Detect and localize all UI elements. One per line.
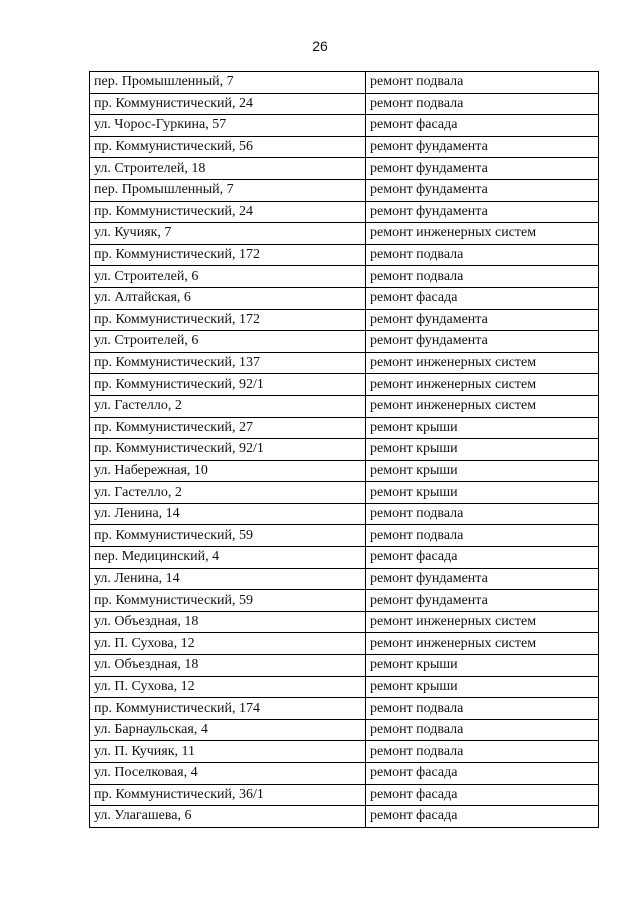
address-cell: пр. Коммунистический, 59	[90, 525, 366, 547]
work-type-cell: ремонт подвала	[366, 525, 599, 547]
table-row	[90, 352, 599, 374]
table-row	[90, 460, 599, 482]
work-type-cell: ремонт фасада	[366, 806, 599, 828]
work-type-cell: ремонт подвала	[366, 741, 599, 763]
address-cell: ул. Строителей, 6	[90, 331, 366, 353]
address-cell: ул. Строителей, 6	[90, 266, 366, 288]
address-cell: пр. Коммунистический, 92/1	[90, 374, 366, 396]
work-type-cell: ремонт крыши	[366, 417, 599, 439]
table-row	[90, 676, 599, 698]
address-cell: пр. Коммунистический, 36/1	[90, 784, 366, 806]
work-type-cell: ремонт подвала	[366, 698, 599, 720]
table-row	[90, 611, 599, 633]
work-type-cell: ремонт фасада	[366, 763, 599, 785]
address-cell: пер. Промышленный, 7	[90, 72, 366, 94]
work-type-cell: ремонт крыши	[366, 460, 599, 482]
work-type-cell: ремонт подвала	[366, 266, 599, 288]
table-row	[90, 763, 599, 785]
work-type-cell: ремонт подвала	[366, 503, 599, 525]
address-cell: ул. Ленина, 14	[90, 568, 366, 590]
work-type-cell: ремонт фундамента	[366, 158, 599, 180]
address-cell: пр. Коммунистический, 137	[90, 352, 366, 374]
work-type-cell: ремонт инженерных систем	[366, 395, 599, 417]
table-row	[90, 72, 599, 94]
work-type-cell: ремонт подвала	[366, 93, 599, 115]
address-cell: ул. Строителей, 18	[90, 158, 366, 180]
table-row	[90, 201, 599, 223]
address-cell: пер. Медицинский, 4	[90, 547, 366, 569]
address-cell: ул. Чорос-Гуркина, 57	[90, 115, 366, 137]
table-row	[90, 806, 599, 828]
address-cell: пр. Коммунистический, 92/1	[90, 439, 366, 461]
address-cell: ул. Объездная, 18	[90, 655, 366, 677]
table-row	[90, 223, 599, 245]
work-type-cell: ремонт крыши	[366, 439, 599, 461]
table-row	[90, 568, 599, 590]
table-row	[90, 374, 599, 396]
table-row	[90, 741, 599, 763]
table-row	[90, 309, 599, 331]
work-type-cell: ремонт фундамента	[366, 136, 599, 158]
address-cell: пр. Коммунистический, 56	[90, 136, 366, 158]
address-cell: пр. Коммунистический, 174	[90, 698, 366, 720]
address-cell: ул. Барнаульская, 4	[90, 719, 366, 741]
address-cell: ул. Гастелло, 2	[90, 395, 366, 417]
table-row	[90, 525, 599, 547]
address-cell: пр. Коммунистический, 24	[90, 93, 366, 115]
address-cell: ул. П. Сухова, 12	[90, 633, 366, 655]
work-type-cell: ремонт фундамента	[366, 331, 599, 353]
table-row	[90, 482, 599, 504]
work-type-cell: ремонт подвала	[366, 244, 599, 266]
table-row	[90, 93, 599, 115]
address-cell: ул. П. Сухова, 12	[90, 676, 366, 698]
address-cell: ул. Набережная, 10	[90, 460, 366, 482]
work-type-cell: ремонт инженерных систем	[366, 352, 599, 374]
work-type-cell: ремонт инженерных систем	[366, 374, 599, 396]
work-type-cell: ремонт фундамента	[366, 590, 599, 612]
work-type-cell: ремонт инженерных систем	[366, 223, 599, 245]
address-cell: ул. Гастелло, 2	[90, 482, 366, 504]
work-type-cell: ремонт фасада	[366, 547, 599, 569]
repair-works-table	[89, 71, 599, 828]
table-row	[90, 179, 599, 201]
table-row	[90, 287, 599, 309]
address-cell: пр. Коммунистический, 27	[90, 417, 366, 439]
work-type-cell: ремонт крыши	[366, 482, 599, 504]
table-row	[90, 158, 599, 180]
work-type-cell: ремонт фасада	[366, 115, 599, 137]
table-row	[90, 136, 599, 158]
table-row	[90, 503, 599, 525]
table-row	[90, 784, 599, 806]
work-type-cell: ремонт инженерных систем	[366, 611, 599, 633]
table-row	[90, 395, 599, 417]
address-cell: ул. Улагашева, 6	[90, 806, 366, 828]
address-cell: ул. Ленина, 14	[90, 503, 366, 525]
work-type-cell: ремонт подвала	[366, 719, 599, 741]
work-type-cell: ремонт фундамента	[366, 201, 599, 223]
table-row	[90, 266, 599, 288]
table-row	[90, 547, 599, 569]
work-type-cell: ремонт инженерных систем	[366, 633, 599, 655]
address-cell: пр. Коммунистический, 59	[90, 590, 366, 612]
work-type-cell: ремонт крыши	[366, 676, 599, 698]
table-row	[90, 439, 599, 461]
table-row	[90, 115, 599, 137]
address-cell: пр. Коммунистический, 172	[90, 309, 366, 331]
work-type-cell: ремонт фасада	[366, 287, 599, 309]
page-number: 26	[312, 38, 328, 54]
address-cell: пр. Коммунистический, 172	[90, 244, 366, 266]
address-cell: ул. Кучияк, 7	[90, 223, 366, 245]
work-type-cell: ремонт подвала	[366, 72, 599, 94]
table-row	[90, 590, 599, 612]
table-row	[90, 698, 599, 720]
work-type-cell: ремонт фундамента	[366, 179, 599, 201]
address-cell: пр. Коммунистический, 24	[90, 201, 366, 223]
table-body	[90, 72, 599, 828]
address-cell: пер. Промышленный, 7	[90, 179, 366, 201]
table-row	[90, 655, 599, 677]
work-type-cell: ремонт фасада	[366, 784, 599, 806]
address-cell: ул. Объездная, 18	[90, 611, 366, 633]
table-row	[90, 331, 599, 353]
table-row	[90, 633, 599, 655]
work-type-cell: ремонт крыши	[366, 655, 599, 677]
table-row	[90, 244, 599, 266]
table-row	[90, 719, 599, 741]
address-cell: ул. П. Кучияк, 11	[90, 741, 366, 763]
address-cell: ул. Алтайская, 6	[90, 287, 366, 309]
table-row	[90, 417, 599, 439]
work-type-cell: ремонт фундамента	[366, 568, 599, 590]
address-cell: ул. Поселковая, 4	[90, 763, 366, 785]
work-type-cell: ремонт фундамента	[366, 309, 599, 331]
